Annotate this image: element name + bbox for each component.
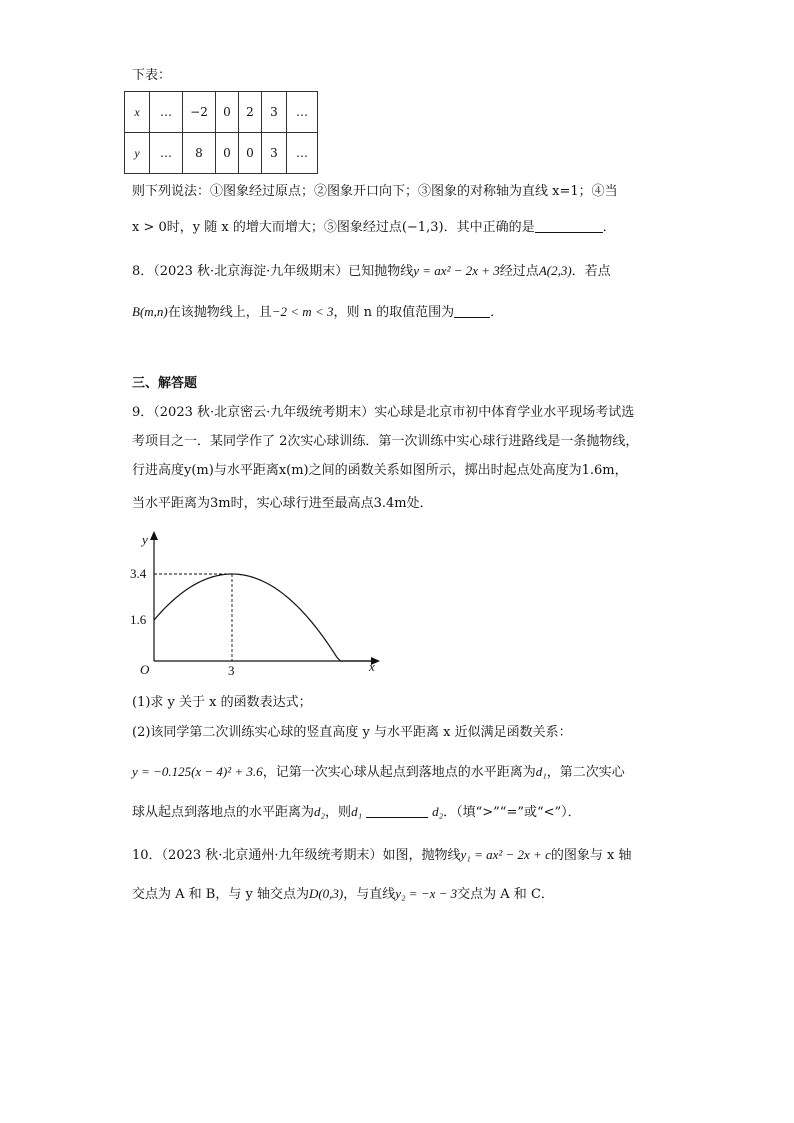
y-tick-label: 3.4 [130,566,147,581]
parabola-chart [128,528,388,676]
q8-line2 [132,302,503,323]
q9-d1: d₁ [535,764,547,779]
table-cell: 0 [239,133,262,174]
q9-line4-tail: ．（填“>”“=”或“<”）． [443,805,581,820]
q9-sub2-line2 [132,762,625,783]
q10-tail: 的图象与 x 轴 [550,848,632,863]
q7-line2-text: x > 0时，y 随 x 的增大而增大；⑤图象经过点 [132,220,402,235]
q10-formula: y₁ = ax² − 2x + c [460,847,551,862]
q7-line2-tail: ．其中正确的是 [443,220,535,235]
q9-formula: y = −0.125(x − 4)² + 3.6 [132,764,263,779]
q9-line1: 9．（2023 秋·北京密云·九年级统考期末）实心球是北京市初中体育学业水平现场考试选 [132,405,635,420]
q9-line4-then: ，则 [325,805,352,820]
q9-line4-text: 球从起点到落地点的水平距离为 [132,805,315,820]
q8-line1 [132,261,611,282]
q10-line1 [132,845,631,866]
table-head-y: y [125,133,150,174]
table-cell: … [150,92,183,133]
q7-line2 [132,218,616,238]
table-cell: 0 [216,133,239,174]
table-intro: 下表： [132,68,172,83]
origin-label: O [140,662,150,676]
section-title: 三、解答题 [132,376,198,391]
q10-line2-mid: ，与直线 [343,887,396,902]
table-cell: −2 [183,92,216,133]
q7-answer-blank[interactable] [535,218,603,233]
q7-point: (−1,3) [401,220,444,235]
q7-end: ． [602,220,616,235]
q9-answer-blank[interactable] [366,803,428,818]
table-cell: … [287,92,318,133]
table-row-x [125,92,318,133]
q8-line2-tail: ，则 n 的取值范围为 [333,305,455,320]
y-tick-label: 1.6 [130,612,147,628]
q9-compare-d2: d₂ [432,804,444,819]
q8-point-b: B(m,n) [132,304,168,319]
q9-sub2: (2)该同学第二次训练实心球的竖直高度 y 与水平距离 x 近似满足函数关系： [132,725,572,740]
q8-mid: 经过点 [499,264,539,279]
table-cell: 0 [216,92,239,133]
q8-answer-blank[interactable] [454,303,490,318]
y-axis-arrow [150,531,158,540]
q8-tail: ．若点 [571,264,611,279]
value-table [124,91,318,174]
table-row-y [125,133,318,174]
q9-sub2-text: ，记第一次实心球从起点到落地点的水平距离为 [262,765,536,780]
q10-line2-tail: 交点为 A 和 C． [457,887,554,902]
table-cell: … [287,133,318,174]
q8-prefix: 8．（2023 秋·北京海淀·九年级期末）已知抛物线 [132,264,414,279]
y-axis-label: y [142,532,148,547]
q9-line4: 当水平距离为3m时，实心球行进至最高点3.4m处． [132,496,433,511]
table-cell: 3 [262,133,287,174]
q8-end: ． [490,305,504,320]
q8-range: −2 < m < 3 [271,304,334,319]
table-cell: 3 [262,92,287,133]
q8-line2-text: 在该抛物线上，且 [167,305,272,320]
q9-d2: d₂ [314,804,326,819]
q9-sub2-line3 [132,802,581,823]
q8-point-a: A(2,3) [538,263,572,278]
x-axis-label: x [369,659,375,674]
table-head-x: x [125,92,150,133]
table-cell: 8 [183,133,216,174]
q9-sub1: (1)求 y 关于 x 的函数表达式； [132,695,312,710]
q9-sub2-tail: ，第二次实心 [546,765,625,780]
q8-formula: y = ax² − 2x + 3 [413,263,500,278]
q9-compare-d1: d₁ [351,804,363,819]
parabola-curve [154,574,373,661]
q10-formula2: y₂ = −x − 3 [395,886,458,901]
q10-line2 [132,884,554,905]
table-cell: 2 [239,92,262,133]
q10-point-d: D(0,3) [308,886,344,901]
q7-line1: 则下列说法：①图象经过原点；②图象开口向下；③图象的对称轴为直线 x=1；④当 [132,184,618,199]
q9-line3: 行进高度y(m)与水平距离x(m)之间的函数关系如图所示，掷出时起点处高度为1.6m， [132,463,628,478]
q9-line2: 考项目之一．某同学作了 2次实心球训练．第一次训练中实心球行进路线是一条抛物线， [132,434,639,449]
table-cell: … [150,133,183,174]
q10-prefix: 10．（2023 秋·北京通州·九年级统考期末）如图，抛物线 [132,848,461,863]
q10-line2-text: 交点为 A 和 B，与 y 轴交点为 [132,887,309,902]
x-tick-label: 3 [228,663,235,676]
